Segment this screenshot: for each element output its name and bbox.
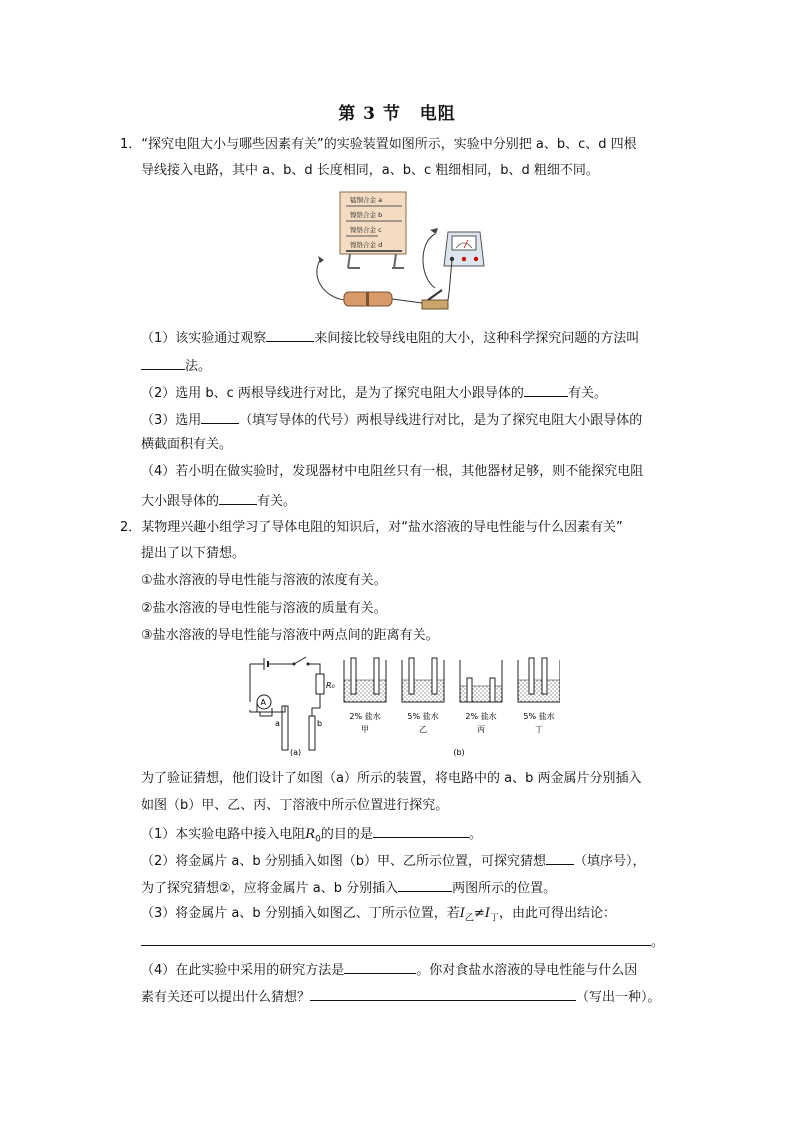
q1-part3-line1 xyxy=(141,410,642,430)
q1-number: 1． xyxy=(120,137,142,152)
probe-a-plate xyxy=(282,706,288,750)
q2-part4-line1 xyxy=(141,960,637,980)
beaker-bing-conc: 2% 盐水 xyxy=(465,712,497,721)
q2-p2-blank2[interactable] xyxy=(398,878,452,892)
q2-p2-blank1[interactable] xyxy=(546,851,574,865)
q1-p4-text-c: 有关。 xyxy=(257,494,297,509)
q2-guess3: ③盐水溶液的导电性能与溶液中两点间的距离有关。 xyxy=(141,628,439,643)
q2-p1-r-subscript: 0 xyxy=(315,834,321,845)
q1-part1-line1 xyxy=(141,328,639,348)
q2-p3-text-a: （3）将金属片 a、b 分别插入如图乙、丁所示位置，若 xyxy=(141,906,460,921)
q1-p2-text-a: （2）选用 b、c 两根导线进行对比，是为了探究电阻大小跟导体的 xyxy=(141,386,524,401)
beaker-bing xyxy=(460,660,502,702)
beaker-jia-name: 甲 xyxy=(361,725,369,734)
q2-para-line2: 如图（b）甲、乙、丙、丁溶液中所示位置进行探究。 xyxy=(141,798,449,813)
clip-right-icon xyxy=(430,228,438,234)
q1-p1-blank2[interactable] xyxy=(141,356,185,370)
q2-p3-sub1: 乙 xyxy=(464,913,474,924)
q2-p3-neq: ≠ xyxy=(473,906,485,921)
q2-part3-line1 xyxy=(141,905,616,928)
q2-p3-current2: I xyxy=(484,906,490,921)
q1-p1-blank1[interactable] xyxy=(266,328,314,342)
q2-part3-line2 xyxy=(141,932,664,952)
beaker-ding-name: 丁 xyxy=(535,725,543,734)
q2-p1-text-c: 。 xyxy=(468,827,482,842)
wire-label-c: 镍铬合金 c xyxy=(350,226,382,234)
figure-b-caption: (b) xyxy=(453,748,465,757)
q2-stem-line1 xyxy=(120,519,623,537)
probe-b-plate xyxy=(309,716,315,750)
q2-part1 xyxy=(141,824,482,849)
beaker-ding xyxy=(518,658,560,702)
q2-number: 2． xyxy=(120,520,142,535)
q2-part2-line2 xyxy=(141,878,556,898)
q2-p1-blank[interactable] xyxy=(373,824,469,838)
q2-p2-text-d: 两图所示的位置。 xyxy=(452,881,557,896)
beaker-ding-conc: 5% 盐水 xyxy=(523,712,555,721)
beaker-jia-conc: 2% 盐水 xyxy=(349,712,381,721)
q1-part3-line2: 横截面积有关。 xyxy=(141,437,233,452)
resistor-label: R₀ xyxy=(326,681,335,690)
q1-stem-line2: 导线接入电路，其中 a、b、d 长度相同，a、b、c 粗细相同，b、d 粗细不同。 xyxy=(141,163,599,178)
q2-p2-text-c: 为了探究猜想②，应将金属片 a、b 分别插入 xyxy=(141,881,399,896)
q2-p2-text-a: （2）将金属片 a、b 分别插入如图（b）甲、乙所示位置，可探究猜想 xyxy=(141,854,547,869)
q1-part1-line2 xyxy=(141,356,211,376)
lead-wire-right xyxy=(423,234,435,288)
q2-p1-text-b: 的目的是 xyxy=(320,827,373,842)
switch-icon xyxy=(422,300,448,309)
q1-p2-blank[interactable] xyxy=(524,383,568,397)
q1-stem-text: “探究电阻大小与哪些因素有关”的实验装置如图所示，实验中分别把 a、b、c、d 四根 xyxy=(141,137,637,152)
q1-p3-text-a: （3）选用 xyxy=(141,413,202,428)
ammeter-label: A xyxy=(260,698,266,707)
wire-label-a: 锰铜合金 a xyxy=(350,196,383,204)
q1-part2 xyxy=(141,383,607,403)
figure-a-caption: (a) xyxy=(290,748,302,756)
q2-p4-text-d: （写出一种）。 xyxy=(576,990,661,1005)
beaker-yi-name: 乙 xyxy=(419,725,427,734)
resistor-r0-icon xyxy=(316,674,324,694)
q1-p4-blank[interactable] xyxy=(219,491,257,505)
beaker-bing-name: 丙 xyxy=(477,725,485,734)
section-number: 第 3 节 xyxy=(338,104,401,124)
q2-guess2: ②盐水溶液的导电性能与溶液的质量有关。 xyxy=(141,601,387,616)
q2-stem-line2: 提出了以下猜想。 xyxy=(141,546,246,561)
wire-label-b: 镍铬合金 b xyxy=(350,211,383,219)
q2-p3-end: 。 xyxy=(651,935,665,950)
lead-wire-left xyxy=(317,260,345,300)
beaker-yi xyxy=(402,658,444,702)
switch-blade-icon xyxy=(294,657,306,664)
q2-part4-line2 xyxy=(141,987,661,1007)
wire-label-d: 镍铬合金 d xyxy=(350,241,383,249)
q2-p3-blank[interactable] xyxy=(141,932,651,946)
q2-stem-text: 某物理兴趣小组学习了导体电阻的知识后，对“盐水溶液的导电性能与什么因素有关” xyxy=(141,520,623,535)
q2-p4-blank1[interactable] xyxy=(344,960,416,974)
section-name: 电阻 xyxy=(419,104,456,124)
q1-p1-text-b: 来间接比较导线电阻的大小，这种科学探究问题的方法叫 xyxy=(314,331,640,346)
beaker-yi-conc: 5% 盐水 xyxy=(407,712,439,721)
q1-p1-text-a: （1）该实验通过观察 xyxy=(141,331,267,346)
q2-p3-sub2: 丁 xyxy=(489,913,499,924)
q2-p3-text-b: ，由此可得出结论： xyxy=(498,906,616,921)
probe-b-label: b xyxy=(317,719,323,728)
q2-part2-line1 xyxy=(141,851,646,871)
q2-p1-text-a: （1）本实验电路中接入电阻 xyxy=(141,827,306,842)
board-stand xyxy=(348,254,404,268)
q1-p1-text-c: 法。 xyxy=(185,359,212,374)
q1-p3-blank[interactable] xyxy=(201,410,239,424)
q2-guess1: ①盐水溶液的导电性能与溶液的浓度有关。 xyxy=(141,573,387,588)
q1-stem-line1 xyxy=(120,136,637,154)
q1-p4-text-b: 大小跟导体的 xyxy=(141,494,220,509)
q2-p2-text-b: （填序号）， xyxy=(574,854,646,869)
q2-p1-r-symbol: R xyxy=(305,827,316,842)
circuit-wire-left xyxy=(250,664,264,696)
q2-circuit-figure-a xyxy=(242,654,342,756)
q1-part4-line2 xyxy=(141,491,296,511)
q2-beakers-figure-b xyxy=(340,656,560,760)
q2-p4-text-b: 。你对食盐水溶液的导电性能与什么因 xyxy=(416,963,638,978)
q2-p4-text-c: 素有关还可以提出什么猜想？ xyxy=(141,990,311,1005)
q2-p4-blank2[interactable] xyxy=(310,987,576,1001)
q2-para-line1: 为了验证猜想，他们设计了如图（a）所示的装置，将电路中的 a、b 两金属片分别插入 xyxy=(141,771,642,786)
q1-p3-text-b: （填写导体的代号）两根导线进行对比，是为了探究电阻大小跟导体的 xyxy=(239,413,643,428)
q1-p2-text-b: 有关。 xyxy=(567,386,607,401)
q1-apparatus-figure xyxy=(300,188,500,318)
page-title xyxy=(0,99,794,124)
probe-a-label: a xyxy=(275,719,280,728)
q2-p4-text-a: （4）在此实验中采用的研究方法是 xyxy=(141,963,345,978)
q2-p3-current1: I xyxy=(459,906,465,921)
beaker-jia xyxy=(344,658,386,702)
q1-part4-line1: （4）若小明在做实验时，发现器材中电阻丝只有一根，其他器材足够，则不能探究电阻 xyxy=(141,464,644,479)
